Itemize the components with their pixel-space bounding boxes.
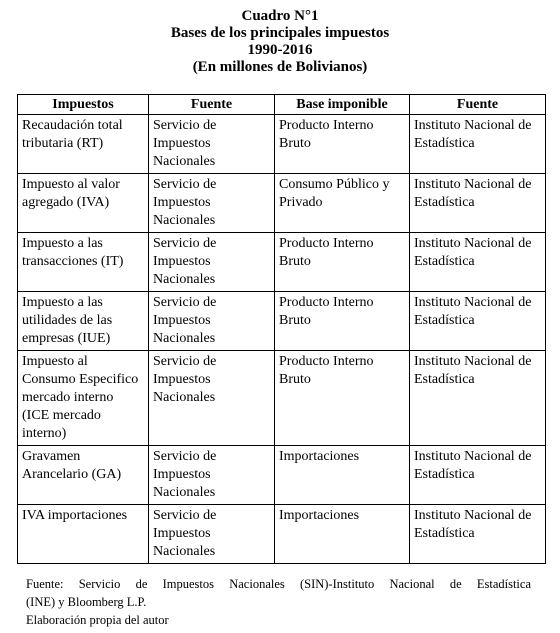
cell-impuesto: IVA importaciones — [18, 505, 149, 564]
author-note: Elaboración propia del autor — [26, 613, 169, 627]
cell-base: Producto Interno Bruto — [275, 115, 410, 174]
table-period: 1990-2016 — [247, 42, 313, 58]
cell-fuente-base: Instituto Nacional de Estadística — [410, 292, 546, 351]
cell-base: Importaciones — [275, 505, 410, 564]
cell-impuesto: Impuesto a las utilidades de las empresas (IUE) — [18, 292, 149, 351]
table-row — [18, 505, 546, 564]
cell-base: Consumo Público y Privado — [275, 174, 410, 233]
cell-fuente-base: Instituto Nacional de Estadística — [410, 233, 546, 292]
cell-base: Producto Interno Bruto — [275, 351, 410, 446]
cell-base: Producto Interno Bruto — [275, 292, 410, 351]
table-row — [18, 233, 546, 292]
cell-fuente: Servicio de Impuestos Nacionales — [149, 233, 275, 292]
cell-fuente: Servicio de Impuestos Nacionales — [149, 174, 275, 233]
cell-fuente: Servicio de Impuestos Nacionales — [149, 292, 275, 351]
header-impuestos: Impuestos — [18, 95, 149, 115]
cell-impuesto: Impuesto a las transacciones (IT) — [18, 233, 149, 292]
table-number: Cuadro N°1 — [241, 8, 319, 24]
table-heading — [0, 0, 560, 76]
table-footer — [26, 575, 531, 629]
cell-impuesto: Gravamen Arancelario (GA) — [18, 446, 149, 505]
cell-fuente-base: Instituto Nacional de Estadística — [410, 115, 546, 174]
tax-bases-table — [17, 94, 546, 564]
cell-fuente-base: Instituto Nacional de Estadística — [410, 505, 546, 564]
header-fuente-base: Fuente — [410, 95, 546, 115]
source-note-continued: (INE) y Bloomberg L.P. — [26, 595, 147, 609]
cell-impuesto: Impuesto al valor agregado (IVA) — [18, 174, 149, 233]
cell-base: Producto Interno Bruto — [275, 233, 410, 292]
table-units: (En millones de Bolivianos) — [192, 59, 368, 75]
cell-fuente-base: Instituto Nacional de Estadística — [410, 174, 546, 233]
table-row — [18, 446, 546, 505]
cell-impuesto: Impuesto al Consumo Especifico mercado interno (ICE mercado interno) — [18, 351, 149, 446]
cell-base: Importaciones — [275, 446, 410, 505]
cell-fuente: Servicio de Impuestos Nacionales — [149, 351, 275, 446]
table-row — [18, 115, 546, 174]
cell-fuente: Servicio de Impuestos Nacionales — [149, 505, 275, 564]
header-base-imponible: Base imponible — [275, 95, 410, 115]
table-row — [18, 292, 546, 351]
table-title: Bases de los principales impuestos — [170, 25, 390, 41]
cell-impuesto: Recaudación total tributaria (RT) — [18, 115, 149, 174]
source-note: Fuente: Servicio de Impuestos Nacionales (SIN)-Instituto Nacional de Estadística — [26, 577, 531, 591]
cell-fuente: Servicio de Impuestos Nacionales — [149, 446, 275, 505]
cell-fuente-base: Instituto Nacional de Estadística — [410, 351, 546, 446]
table-row — [18, 351, 546, 446]
table-row — [18, 174, 546, 233]
header-fuente: Fuente — [149, 95, 275, 115]
cell-fuente-base: Instituto Nacional de Estadística — [410, 446, 546, 505]
cell-fuente: Servicio de Impuestos Nacionales — [149, 115, 275, 174]
table-header-row — [18, 95, 546, 115]
